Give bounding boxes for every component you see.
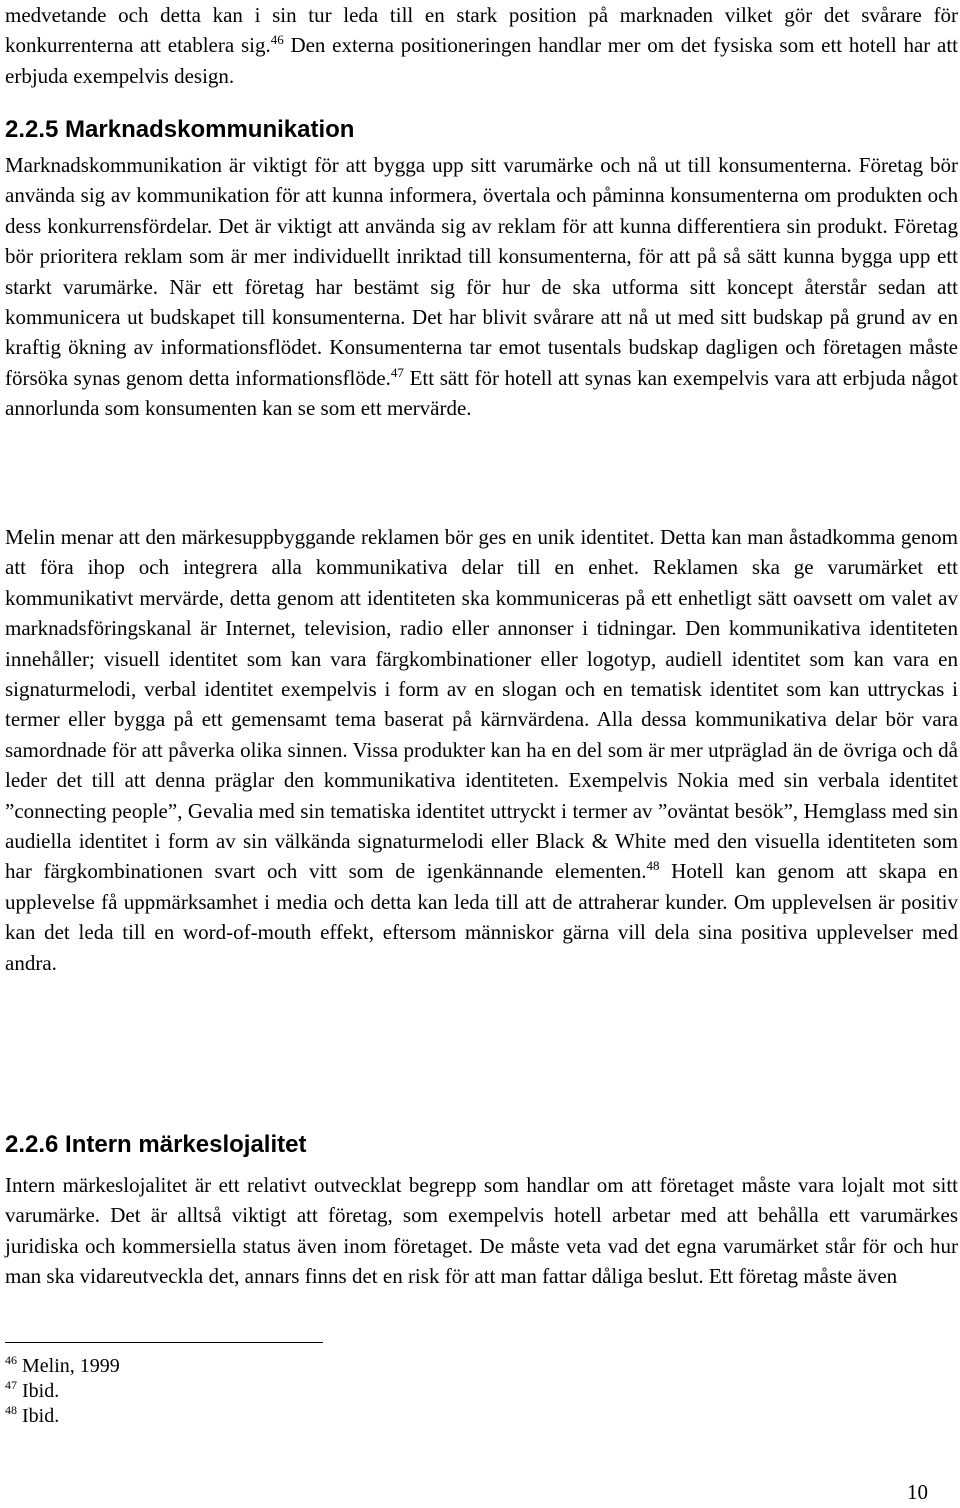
footnote-ref-48[interactable]: 48 xyxy=(646,858,660,874)
footnote-48 xyxy=(5,1404,120,1429)
section-heading-intern-markeslojalitet: 2.2.6 Intern märkeslojalitet xyxy=(5,1131,307,1158)
paragraph-text: Marknadskommunikation är viktigt för att bygga upp sitt varumärke och nå ut till konsumenterna. Företag bör använda sig av kommunikation för att kunna informera, övertala och påminna konsumenterna om produkten och dess konkurrensfördelar. Det är viktigt att använda sig av reklam för att kunna differentiera sin produkt. Företag bör prioritera reklam som är mer individuellt inriktad till konsumenterna, för att på så sätt kunna bygga upp ett starkt varumärke. När ett företag har bestämt sig för hur de ska utforma sitt koncept återstår sedan att kommunicera ut budskapet till konsumenterna. Det har blivit svårare att nå ut med sitt budskap på grund av en kraftig ökning av informationsflödet. Konsumenterna tar emot tusentals budskap dagligen och företagen måste försöka synas genom detta informationsflöde. xyxy=(5,153,958,390)
footnote-text: Melin, 1999 xyxy=(17,1355,120,1377)
footnote-47 xyxy=(5,1379,120,1404)
paragraph-text: medvetande och detta kan i sin tur leda till en stark position på marknaden vilket gör det svårare för konkurrenterna att etablera sig. xyxy=(5,3,958,58)
footnote-ref-47[interactable]: 47 xyxy=(390,364,404,380)
footnote-text: Ibid. xyxy=(17,1380,60,1402)
paragraph-text: Melin menar att den märkesuppbyggande reklamen bör ges en unik identitet. Detta kan man åstadkomma genom att föra ihop och integrera alla kommunikativa delar till en enhet. Reklamen ska ge varumärket ett kommunikativt mervärde, detta genom att identiteten ska kommuniceras på ett enhetligt sätt oavsett om valet av marknadsföringskanal är Internet, television, radio eller annonser i tidningar. Den kommunikativa identiteten innehåller; visuell identitet som kan vara färgkombinationer eller logotyp, audiell identitet som kan vara en signaturmelodi, verbal identitet exempelvis i form av en slogan och en tematisk identitet som kan uttryckas i termer eller bygga på ett gemensamt tema baserat på kärnvärdena. Alla dessa kommunikativa delar bör vara samordnade för att påverka olika sinnen. Vissa produkter kan ha en del som är mer utpräglad än de övriga och då leder det till att denna präglar den kommunikativa identiteten. Exempelvis Nokia med sin verbala identitet ”connecting people”, Gevalia med sin tematiska identitet uttryckt i termer av ”oväntat besök”, Hemglass med sin audiella identitet i form av sin välkända signaturmelodi eller Black & White med den visuella identiteten som har färgkombinationen svart och vitt som de igenkännande elementen. xyxy=(5,525,958,884)
page-number: 10 xyxy=(907,1480,928,1504)
paragraph-marknadskommunikation xyxy=(5,150,958,424)
paragraph-intern-markeslojalitet: Intern märkeslojalitet är ett relativt outvecklat begrepp som handlar om att företaget måste vara lojalt mot sitt varumärke. Det är alltså viktigt att företag, som exempelvis hotell arbetar med att behålla ett varumärkes juridiska och kommersiella status även inom företaget. De måste veta vad det egna varumärket står för och hur man ska vidareutveckla det, annars finns det en risk för att man fattar dåliga beslut. Ett företag måste även xyxy=(5,1173,958,1289)
paragraph-text: Den externa positioneringen handlar mer om det fysiska som ett hotell har att erbjuda exempelvis design. xyxy=(5,33,958,88)
footnote-ref-46[interactable]: 46 xyxy=(270,32,284,48)
footnote-46 xyxy=(5,1354,120,1379)
paragraph-positioning xyxy=(5,0,958,91)
paragraph-text: Ett sätt för hotell att synas kan exempelvis vara att erbjuda något annorlunda som konsumenten kan se som ett mervärde. xyxy=(5,365,959,421)
paragraph-text: Hotell kan genom att skapa en upplevelse få uppmärksamhet i media och detta kan leda till att de attraherar kunder. Om upplevelsen är positiv kan det leda till en word-of-mouth effekt, eftersom människor gärna vill dela sina positiva upplevelser med andra. xyxy=(5,859,958,975)
footnote-number: 48 xyxy=(5,1403,17,1417)
footnote-text: Ibid. xyxy=(17,1405,60,1427)
section-heading-marknadskommunikation: 2.2.5 Marknadskommunikation xyxy=(5,116,355,143)
footnotes xyxy=(5,1354,120,1429)
footnote-number: 47 xyxy=(5,1378,17,1392)
footnote-number: 46 xyxy=(5,1353,17,1367)
paragraph-melin-identitet xyxy=(5,522,958,978)
footnote-separator xyxy=(5,1342,323,1343)
